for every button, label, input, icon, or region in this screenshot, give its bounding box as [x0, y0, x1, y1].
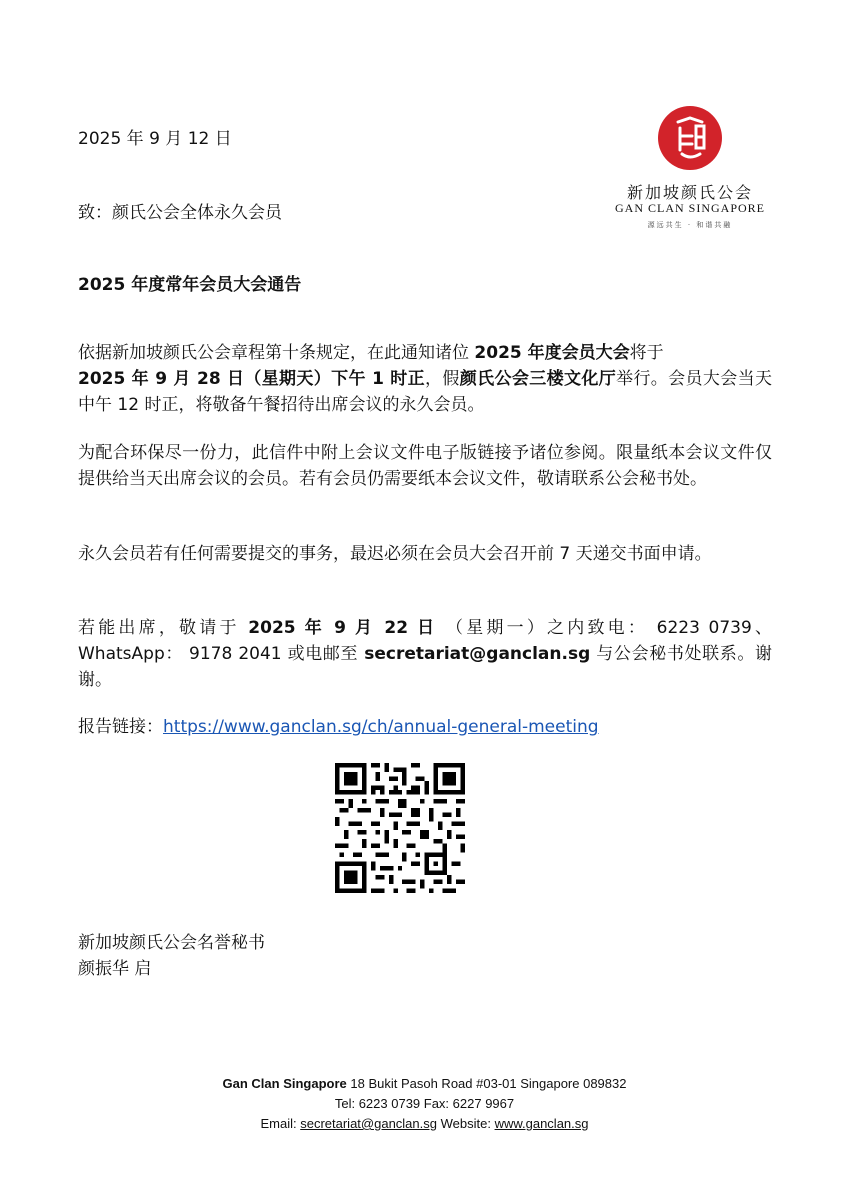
paragraph-rsvp — [78, 615, 772, 693]
paragraph-meeting-details — [78, 340, 772, 418]
p4-rsvp-date: 2025 年 9 月 22 日 — [248, 618, 438, 638]
logo-motto: 源远共生 · 和谐共融 — [647, 221, 733, 229]
footer-address: 18 Bukit Pasoh Road #03-01 Singapore 089832 — [346, 1076, 627, 1091]
footer-email-link[interactable]: secretariat@ganclan.sg — [300, 1116, 437, 1131]
recipient-line: 致：颜氏公会全体永久会员 — [78, 203, 282, 223]
p4-text-e: 与公会秘书处联系。谢谢。 — [78, 644, 773, 690]
signatory-title: 新加坡颜氏公会名誉秘书 — [78, 933, 265, 953]
letter-date: 2025 年 9 月 12 日 — [78, 129, 232, 149]
paragraph-submissions: 永久会员若有任何需要提交的事务，最迟必须在会员大会召开前 7 天递交书面申请。 — [78, 544, 712, 564]
letter-footer — [0, 1074, 849, 1134]
p1-venue: 颜氏公会三楼文化厅 — [459, 369, 617, 389]
report-link-label: 报告链接： — [78, 717, 163, 737]
footer-website-link[interactable]: www.ganclan.sg — [494, 1116, 589, 1131]
clan-seal-icon — [658, 106, 722, 170]
p4-email: secretariat@ganclan.sg — [364, 644, 591, 664]
logo-chinese-name: 新加坡颜氏公会 — [626, 183, 753, 202]
p4-text-c: （星期一）之内致电： 6223 0739、WhatsApp： 9178 2041 或电邮至 — [78, 618, 773, 664]
signatory-name: 颜振华 启 — [78, 959, 152, 979]
footer-email-web-line — [0, 1114, 849, 1134]
footer-email-label: Email: — [260, 1116, 301, 1131]
gan-clan-logo — [610, 100, 770, 240]
p1-text-c: 将于 — [629, 343, 664, 363]
notice-title: 2025 年度常年会员大会通告 — [78, 275, 302, 295]
footer-website-label: Website: — [437, 1116, 495, 1131]
footer-phone-fax: Tel: 6223 0739 Fax: 6227 9967 — [334, 1096, 515, 1111]
report-link[interactable]: https://www.ganclan.sg/ch/annual-general-meeting — [163, 717, 599, 737]
p1-text-g: 举行。会员大会当天中午 12 时正，将敬备午餐招待出席会议的永久会员。 — [78, 369, 773, 415]
qr-code-icon — [335, 763, 465, 893]
p4-text-a: 若能出席，敬请于 — [78, 618, 240, 638]
logo-english-name: GAN CLAN SINGAPORE — [614, 201, 765, 215]
paragraph-documents: 为配合环保尽一份力，此信件中附上会议文件电子版链接予诸位参阅。限量纸本会议文件仅提供给当天出席会议的会员。若有会员仍需要纸本会议文件，敬请联系公会秘书处。 — [78, 443, 772, 489]
p1-text-e: ，假 — [425, 369, 460, 389]
p1-text-a: 依据新加坡颜氏公会章程第十条规定，在此通知诸位 — [78, 343, 469, 363]
p1-meeting-datetime: 2025 年 9 月 28 日（星期天）下午 1 时正 — [78, 369, 426, 389]
footer-address-line — [0, 1074, 849, 1094]
footer-org-name: Gan Clan Singapore — [222, 1076, 347, 1091]
p1-meeting-name: 2025 年度会员大会 — [474, 343, 630, 363]
paragraph-report-link — [78, 714, 772, 740]
